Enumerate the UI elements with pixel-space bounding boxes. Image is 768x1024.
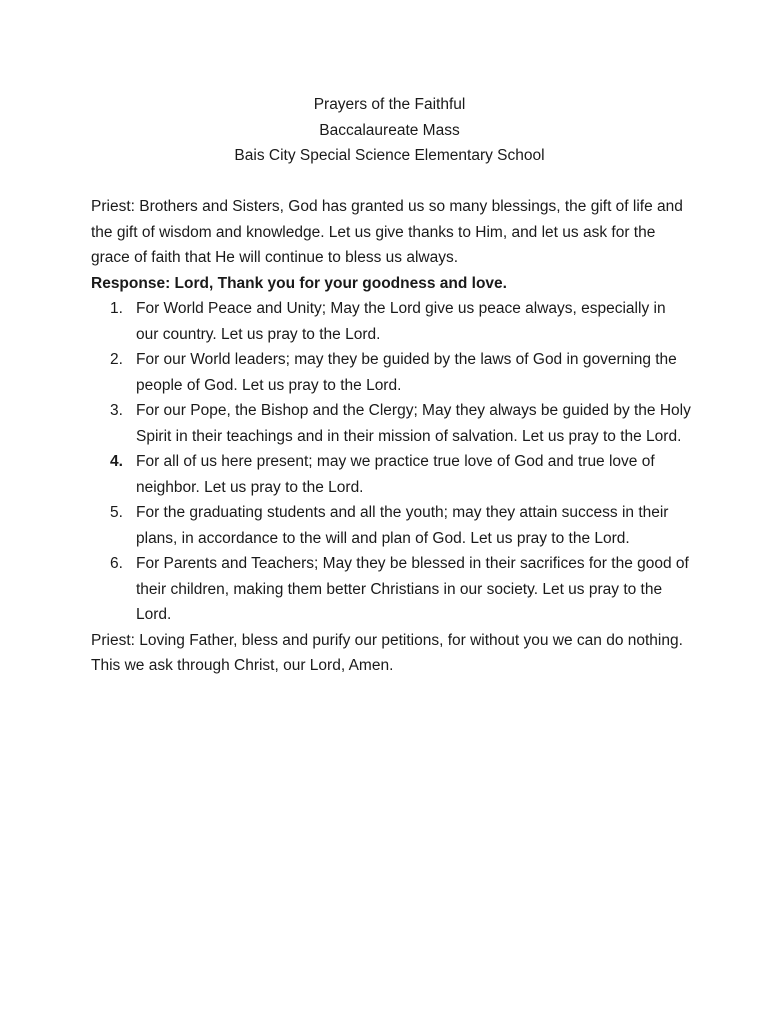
petition-number: 4. <box>110 453 123 470</box>
list-item <box>91 398 691 449</box>
priest-closing: Priest: Loving Father, bless and purify our petitions, for without you we can do nothing. This we ask through Christ, our Lord, Amen. <box>91 631 683 674</box>
petition-number: 2. <box>110 351 123 368</box>
petition-text: For the graduating students and all the youth; may they attain success in their plans, in accordance to the will and plan of God. Let us pray to the Lord. <box>136 504 669 547</box>
petition-text: For our World leaders; may they be guided by the laws of God in governing the people of God. Let us pray to the Lord. <box>136 351 677 394</box>
list-item <box>91 551 691 628</box>
petition-text: For all of us here present; may we practice true love of God and true love of neighbor. Let us pray to the Lord. <box>136 453 655 496</box>
school-name: Bais City Special Science Elementary School <box>234 147 545 164</box>
priest-opening: Priest: Brothers and Sisters, God has granted us so many blessings, the gift of life and the gift of wisdom and knowledge. Let us give thanks to Him, and let us ask for the grace of faith that He will continue to bless us always. <box>91 198 683 266</box>
document-page <box>91 92 691 679</box>
list-item <box>91 296 691 347</box>
list-item <box>91 500 691 551</box>
title-block <box>88 92 691 169</box>
document-title: Prayers of the Faithful <box>313 96 466 113</box>
petition-number: 6. <box>110 555 123 572</box>
petition-text: For our Pope, the Bishop and the Clergy; May they always be guided by the Holy Spirit in their teachings and in their mission of salvation. Let us pray to the Lord. <box>136 402 691 445</box>
petition-text: For World Peace and Unity; May the Lord give us peace always, especially in our country. Let us pray to the Lord. <box>136 300 666 343</box>
petition-number: 3. <box>110 402 123 419</box>
petition-number: 5. <box>110 504 123 521</box>
response-line: Response: Lord, Thank you for your goodness and love. <box>91 274 507 292</box>
list-item <box>91 347 691 398</box>
list-item <box>91 449 691 500</box>
petitions-list <box>91 296 691 628</box>
document-subtitle: Baccalaureate Mass <box>319 121 460 139</box>
petition-text: For Parents and Teachers; May they be blessed in their sacrifices for the good of their children, making them better Christians in our society. Let us pray to the Lord. <box>136 555 689 623</box>
blank-line <box>91 169 691 195</box>
petition-number: 1. <box>110 300 123 317</box>
